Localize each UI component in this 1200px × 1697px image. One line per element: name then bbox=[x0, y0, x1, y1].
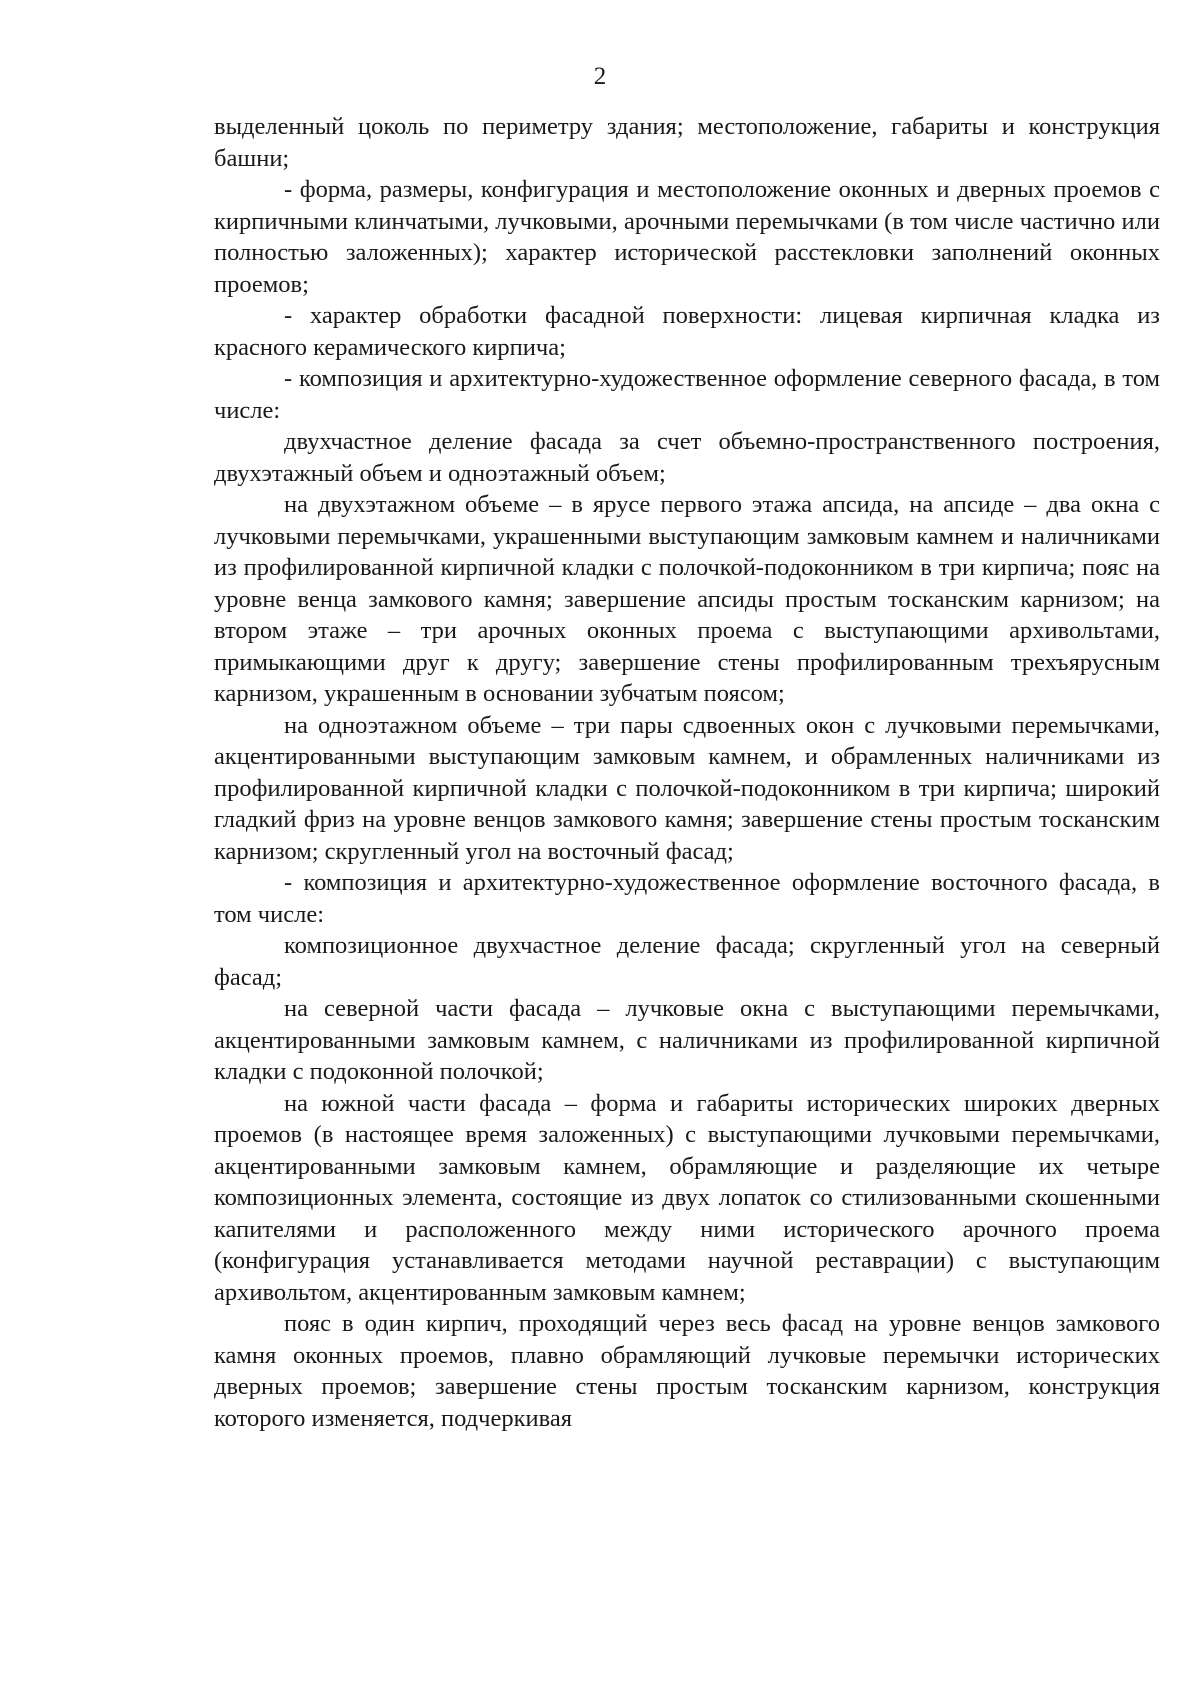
paragraph-4: - композиция и архитектурно-художественное оформление северного фасада, в том числе: bbox=[214, 365, 1160, 424]
paragraph-8: - композиция и архитектурно-художественное оформление восточного фасада, в том числе: bbox=[214, 869, 1160, 928]
paragraph-9: композиционное двухчастное деление фасада; скругленный угол на северный фасад; bbox=[214, 932, 1160, 991]
page-number: 2 bbox=[593, 63, 607, 90]
paragraph-12: пояс в один кирпич, проходящий через весь фасад на уровне венцов замкового камня оконных проемов, плавно обрамляющий лучковые перемычки исторических дверных проемов; завершение стены простым тосканским карнизом, конструкция которого изменяется, подчеркивая bbox=[214, 1310, 1160, 1432]
paragraph-11: на южной части фасада – форма и габариты исторических широких дверных проемов (в настоящее время заложенных) с выступающими лучковыми перемычками, акцентированными замковым камнем, обрамляющие и разделяющие их четыре композиционных элемента, состоящие из двух лопаток со стилизованными скошенными капителями и расположенного между ними исторического арочного проема (конфигурация устанавливается методами научной реставрации) с выступающим архивольтом, акцентированным замковым камнем; bbox=[214, 1089, 1160, 1306]
paragraph-10: на северной части фасада – лучковые окна с выступающими перемычками, акцентированными замковым камнем, с наличниками из профилированной кирпичной кладки с подоконной полочкой; bbox=[214, 995, 1160, 1085]
paragraph-5: двухчастное деление фасада за счет объемно-пространственного построения, двухэтажный объем и одноэтажный объем; bbox=[214, 428, 1160, 487]
paragraph-6: на двухэтажном объеме – в ярусе первого этажа апсида, на апсиде – два окна с лучковыми перемычками, украшенными выступающим замковым камнем и наличниками из профилированной кирпичной кладки с полочкой-подоконником в три кирпича; пояс на уровне венца замкового камня; завершение апсиды простым тосканским карнизом; на втором этаже – три арочных оконных проема с выступающими архивольтами, примыкающими друг к другу; завершение стены профилированным трехъярусным карнизом, украшенным в основании зубчатым поясом; bbox=[214, 491, 1160, 707]
paragraph-3: - характер обработки фасадной поверхности: лицевая кирпичная кладка из красного керамического кирпича; bbox=[214, 302, 1160, 361]
paragraph-1: выделенный цоколь по периметру здания; местоположение, габариты и конструкция башни; bbox=[214, 113, 1160, 172]
paragraph-7: на одноэтажном объеме – три пары сдвоенных окон с лучковыми перемычками, акцентированными выступающим замковым камнем, и обрамленных наличниками из профилированной кирпичной кладки с полочкой-подоконником в три кирпича; широкий гладкий фриз на уровне венцов замкового камня; завершение стены простым тосканским карнизом; скругленный угол на восточный фасад; bbox=[214, 711, 1160, 865]
document-body bbox=[214, 111, 1160, 1434]
paragraph-2: - форма, размеры, конфигурация и местоположение оконных и дверных проемов с кирпичными клинчатыми, лучковыми, арочными перемычками (в том числе частично или полностью заложенных); характер исторической расстекловки заполнений оконных проемов; bbox=[214, 176, 1160, 298]
